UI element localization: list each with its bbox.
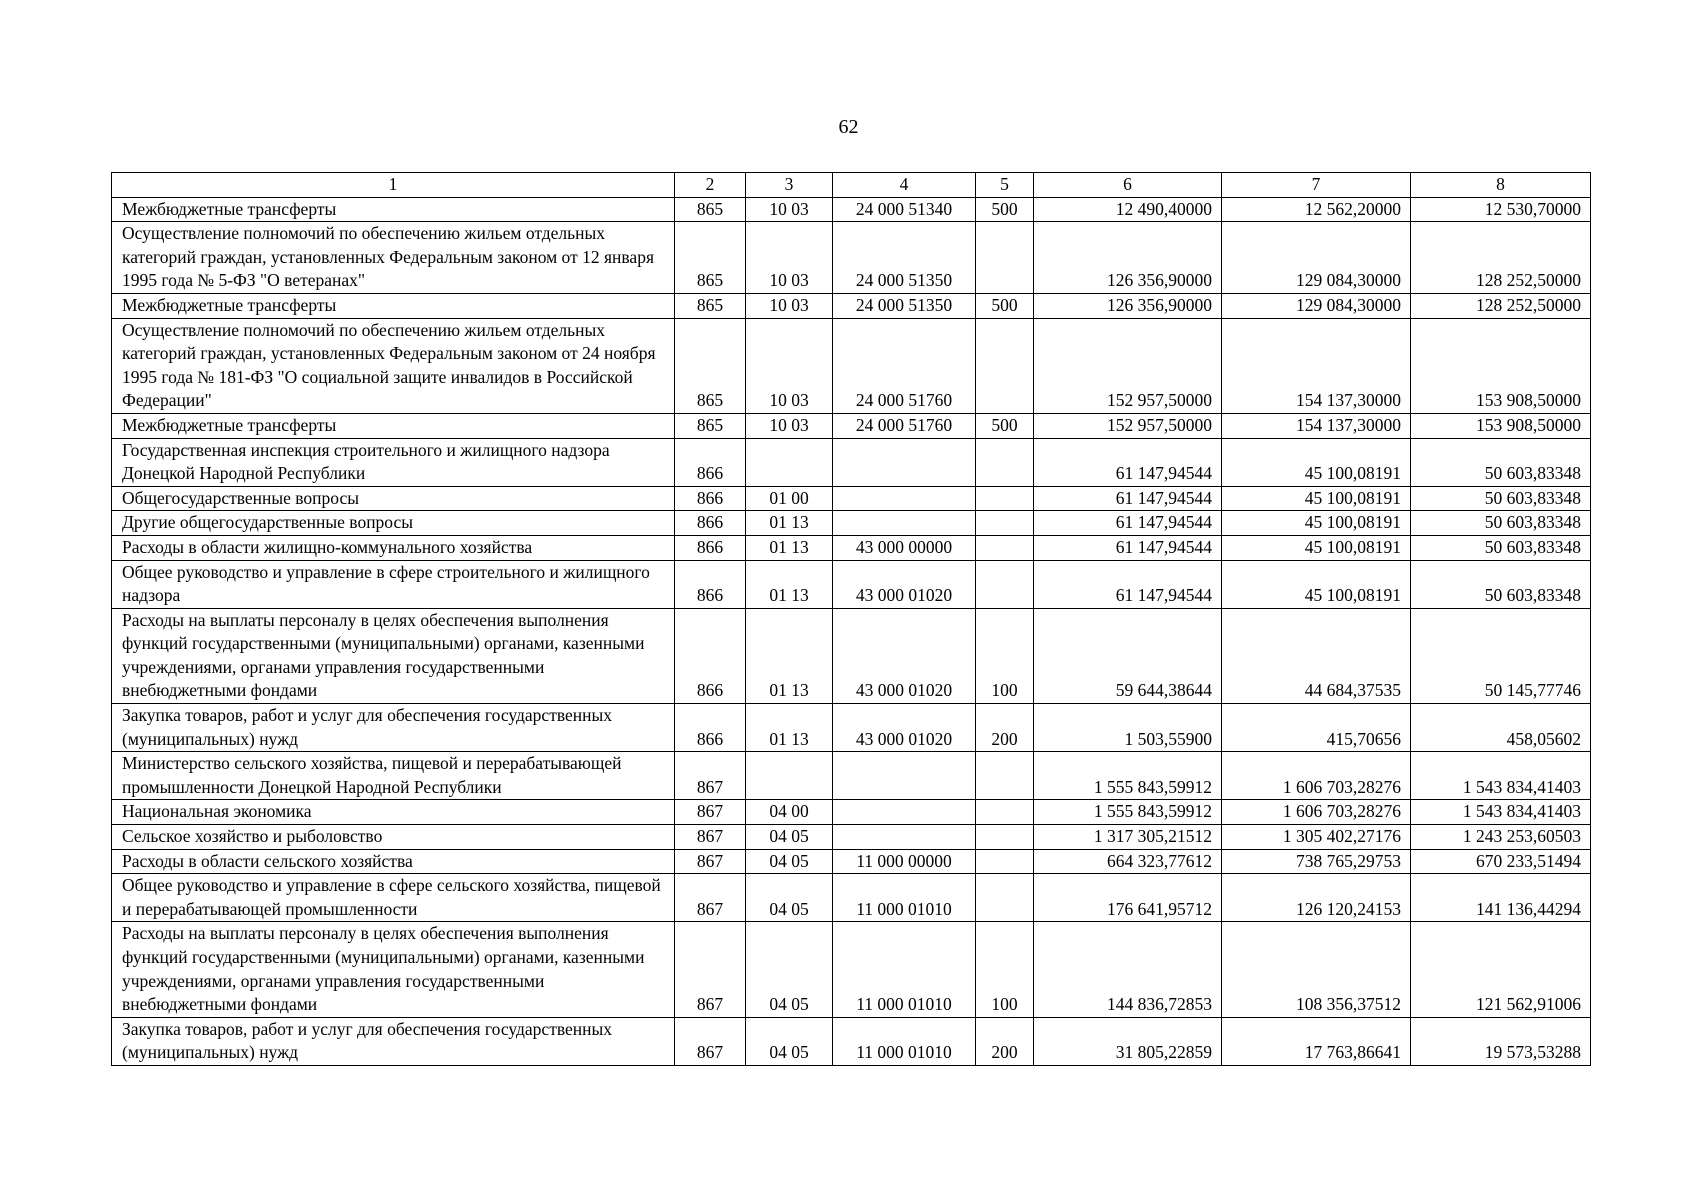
section-code-cell: 01 13 bbox=[746, 511, 833, 536]
department-code-cell: 865 bbox=[675, 318, 746, 413]
target-article-cell: 11 000 01010 bbox=[833, 874, 976, 922]
section-code-cell: 10 03 bbox=[746, 293, 833, 318]
expense-type-cell bbox=[976, 318, 1034, 413]
amount-col6-cell: 61 147,94544 bbox=[1034, 486, 1222, 511]
section-code-cell: 01 00 bbox=[746, 486, 833, 511]
expense-type-cell bbox=[976, 825, 1034, 850]
department-code-cell: 866 bbox=[675, 486, 746, 511]
amount-col7-cell: 154 137,30000 bbox=[1222, 318, 1411, 413]
amount-col6-cell: 61 147,94544 bbox=[1034, 535, 1222, 560]
section-code-cell: 10 03 bbox=[746, 318, 833, 413]
amount-col7-cell: 1 606 703,28276 bbox=[1222, 752, 1411, 800]
section-code-cell: 01 13 bbox=[746, 535, 833, 560]
amount-col8-cell: 141 136,44294 bbox=[1411, 874, 1591, 922]
column-header: 6 bbox=[1034, 173, 1222, 198]
row-name-cell: Межбюджетные трансферты bbox=[112, 293, 675, 318]
department-code-cell: 865 bbox=[675, 222, 746, 294]
amount-col8-cell: 458,05602 bbox=[1411, 704, 1591, 752]
target-article-cell: 11 000 00000 bbox=[833, 849, 976, 874]
amount-col6-cell: 12 490,40000 bbox=[1034, 197, 1222, 222]
row-name-cell: Межбюджетные трансферты bbox=[112, 413, 675, 438]
row-name-cell: Осуществление полномочий по обеспечению жильем отдельных категорий граждан, установленных Федеральным законом от 24 ноября 1995 года № 181-ФЗ "О социальной защите инвалидов в Российской Федерации" bbox=[112, 318, 675, 413]
table-row bbox=[112, 922, 1591, 1017]
section-code-cell: 04 05 bbox=[746, 874, 833, 922]
amount-col7-cell: 45 100,08191 bbox=[1222, 438, 1411, 486]
amount-col6-cell: 61 147,94544 bbox=[1034, 511, 1222, 536]
amount-col6-cell: 1 555 843,59912 bbox=[1034, 800, 1222, 825]
section-code-cell: 01 13 bbox=[746, 560, 833, 608]
section-code-cell: 10 03 bbox=[746, 197, 833, 222]
amount-col8-cell: 50 603,83348 bbox=[1411, 535, 1591, 560]
expense-type-cell: 200 bbox=[976, 704, 1034, 752]
target-article-cell bbox=[833, 511, 976, 536]
row-name-cell: Расходы в области жилищно-коммунального хозяйства bbox=[112, 535, 675, 560]
department-code-cell: 865 bbox=[675, 197, 746, 222]
department-code-cell: 865 bbox=[675, 413, 746, 438]
amount-col8-cell: 50 603,83348 bbox=[1411, 438, 1591, 486]
section-code-cell: 01 13 bbox=[746, 608, 833, 703]
amount-col6-cell: 61 147,94544 bbox=[1034, 560, 1222, 608]
table-row bbox=[112, 1017, 1591, 1065]
table-row bbox=[112, 849, 1591, 874]
table-row bbox=[112, 438, 1591, 486]
table-row bbox=[112, 413, 1591, 438]
expense-type-cell: 200 bbox=[976, 1017, 1034, 1065]
column-header: 5 bbox=[976, 173, 1034, 198]
department-code-cell: 867 bbox=[675, 849, 746, 874]
expense-type-cell: 500 bbox=[976, 197, 1034, 222]
table-row bbox=[112, 560, 1591, 608]
amount-col6-cell: 1 317 305,21512 bbox=[1034, 825, 1222, 850]
column-header: 1 bbox=[112, 173, 675, 198]
table-row bbox=[112, 486, 1591, 511]
amount-col7-cell: 44 684,37535 bbox=[1222, 608, 1411, 703]
target-article-cell bbox=[833, 486, 976, 511]
amount-col7-cell: 126 120,24153 bbox=[1222, 874, 1411, 922]
amount-col6-cell: 1 503,55900 bbox=[1034, 704, 1222, 752]
department-code-cell: 866 bbox=[675, 704, 746, 752]
target-article-cell: 24 000 51760 bbox=[833, 413, 976, 438]
amount-col6-cell: 176 641,95712 bbox=[1034, 874, 1222, 922]
page-number: 62 bbox=[838, 116, 859, 138]
amount-col8-cell: 153 908,50000 bbox=[1411, 413, 1591, 438]
expense-type-cell bbox=[976, 560, 1034, 608]
department-code-cell: 866 bbox=[675, 438, 746, 486]
table-row bbox=[112, 511, 1591, 536]
header-row bbox=[112, 173, 1591, 198]
target-article-cell: 11 000 01010 bbox=[833, 1017, 976, 1065]
expense-type-cell: 500 bbox=[976, 293, 1034, 318]
row-name-cell: Закупка товаров, работ и услуг для обеспечения государственных (муниципальных) нужд bbox=[112, 1017, 675, 1065]
amount-col7-cell: 738 765,29753 bbox=[1222, 849, 1411, 874]
section-code-cell: 04 05 bbox=[746, 825, 833, 850]
section-code-cell: 01 13 bbox=[746, 704, 833, 752]
amount-col8-cell: 50 603,83348 bbox=[1411, 486, 1591, 511]
column-header: 2 bbox=[675, 173, 746, 198]
amount-col8-cell: 50 603,83348 bbox=[1411, 511, 1591, 536]
table-row bbox=[112, 752, 1591, 800]
section-code-cell: 10 03 bbox=[746, 222, 833, 294]
row-name-cell: Сельское хозяйство и рыболовство bbox=[112, 825, 675, 850]
department-code-cell: 867 bbox=[675, 825, 746, 850]
row-name-cell: Национальная экономика bbox=[112, 800, 675, 825]
target-article-cell bbox=[833, 800, 976, 825]
amount-col8-cell: 1 543 834,41403 bbox=[1411, 800, 1591, 825]
expense-type-cell bbox=[976, 849, 1034, 874]
table-row bbox=[112, 874, 1591, 922]
row-name-cell: Закупка товаров, работ и услуг для обеспечения государственных (муниципальных) нужд bbox=[112, 704, 675, 752]
target-article-cell bbox=[833, 438, 976, 486]
department-code-cell: 866 bbox=[675, 608, 746, 703]
section-code-cell: 10 03 bbox=[746, 413, 833, 438]
budget-table bbox=[111, 172, 1591, 1066]
column-header: 8 bbox=[1411, 173, 1591, 198]
table-row bbox=[112, 222, 1591, 294]
amount-col7-cell: 108 356,37512 bbox=[1222, 922, 1411, 1017]
amount-col8-cell: 121 562,91006 bbox=[1411, 922, 1591, 1017]
department-code-cell: 866 bbox=[675, 511, 746, 536]
expense-type-cell bbox=[976, 486, 1034, 511]
table-row bbox=[112, 704, 1591, 752]
expense-type-cell bbox=[976, 800, 1034, 825]
amount-col6-cell: 126 356,90000 bbox=[1034, 293, 1222, 318]
department-code-cell: 867 bbox=[675, 874, 746, 922]
expense-type-cell bbox=[976, 874, 1034, 922]
target-article-cell: 24 000 51340 bbox=[833, 197, 976, 222]
section-code-cell bbox=[746, 752, 833, 800]
row-name-cell: Расходы на выплаты персоналу в целях обеспечения выполнения функций государственными (муниципальными) органами, казенными учреждениями, органами управления государственными внебюджетными фондами bbox=[112, 922, 675, 1017]
amount-col6-cell: 144 836,72853 bbox=[1034, 922, 1222, 1017]
target-article-cell: 43 000 01020 bbox=[833, 608, 976, 703]
amount-col8-cell: 128 252,50000 bbox=[1411, 293, 1591, 318]
amount-col7-cell: 129 084,30000 bbox=[1222, 293, 1411, 318]
department-code-cell: 866 bbox=[675, 535, 746, 560]
expense-type-cell bbox=[976, 752, 1034, 800]
amount-col7-cell: 1 606 703,28276 bbox=[1222, 800, 1411, 825]
table-row bbox=[112, 825, 1591, 850]
target-article-cell: 24 000 51350 bbox=[833, 222, 976, 294]
amount-col7-cell: 45 100,08191 bbox=[1222, 511, 1411, 536]
table-row bbox=[112, 535, 1591, 560]
amount-col8-cell: 19 573,53288 bbox=[1411, 1017, 1591, 1065]
row-name-cell: Расходы в области сельского хозяйства bbox=[112, 849, 675, 874]
amount-col6-cell: 31 805,22859 bbox=[1034, 1017, 1222, 1065]
section-code-cell: 04 00 bbox=[746, 800, 833, 825]
row-name-cell: Расходы на выплаты персоналу в целях обеспечения выполнения функций государственными (муниципальными) органами, казенными учреждениями, органами управления государственными внебюджетными фондами bbox=[112, 608, 675, 703]
amount-col7-cell: 129 084,30000 bbox=[1222, 222, 1411, 294]
table-row bbox=[112, 293, 1591, 318]
target-article-cell: 24 000 51350 bbox=[833, 293, 976, 318]
amount-col8-cell: 50 603,83348 bbox=[1411, 560, 1591, 608]
amount-col7-cell: 154 137,30000 bbox=[1222, 413, 1411, 438]
department-code-cell: 867 bbox=[675, 922, 746, 1017]
amount-col7-cell: 17 763,86641 bbox=[1222, 1017, 1411, 1065]
row-name-cell: Общегосударственные вопросы bbox=[112, 486, 675, 511]
target-article-cell: 43 000 00000 bbox=[833, 535, 976, 560]
amount-col6-cell: 1 555 843,59912 bbox=[1034, 752, 1222, 800]
expense-type-cell bbox=[976, 222, 1034, 294]
amount-col8-cell: 1 243 253,60503 bbox=[1411, 825, 1591, 850]
expense-type-cell bbox=[976, 535, 1034, 560]
amount-col8-cell: 12 530,70000 bbox=[1411, 197, 1591, 222]
amount-col7-cell: 45 100,08191 bbox=[1222, 560, 1411, 608]
amount-col8-cell: 153 908,50000 bbox=[1411, 318, 1591, 413]
department-code-cell: 867 bbox=[675, 752, 746, 800]
table-row bbox=[112, 800, 1591, 825]
target-article-cell bbox=[833, 752, 976, 800]
expense-type-cell bbox=[976, 511, 1034, 536]
department-code-cell: 865 bbox=[675, 293, 746, 318]
table-row bbox=[112, 608, 1591, 703]
table-row bbox=[112, 318, 1591, 413]
amount-col8-cell: 1 543 834,41403 bbox=[1411, 752, 1591, 800]
amount-col7-cell: 45 100,08191 bbox=[1222, 535, 1411, 560]
row-name-cell: Общее руководство и управление в сфере строительного и жилищного надзора bbox=[112, 560, 675, 608]
amount-col7-cell: 415,70656 bbox=[1222, 704, 1411, 752]
table-row bbox=[112, 197, 1591, 222]
row-name-cell: Другие общегосударственные вопросы bbox=[112, 511, 675, 536]
department-code-cell: 867 bbox=[675, 800, 746, 825]
target-article-cell bbox=[833, 825, 976, 850]
amount-col7-cell: 1 305 402,27176 bbox=[1222, 825, 1411, 850]
section-code-cell: 04 05 bbox=[746, 849, 833, 874]
amount-col8-cell: 50 145,77746 bbox=[1411, 608, 1591, 703]
amount-col8-cell: 670 233,51494 bbox=[1411, 849, 1591, 874]
row-name-cell: Общее руководство и управление в сфере сельского хозяйства, пищевой и перерабатывающей промышленности bbox=[112, 874, 675, 922]
amount-col6-cell: 152 957,50000 bbox=[1034, 413, 1222, 438]
expense-type-cell: 100 bbox=[976, 608, 1034, 703]
row-name-cell: Министерство сельского хозяйства, пищевой и перерабатывающей промышленности Донецкой Народной Республики bbox=[112, 752, 675, 800]
expense-type-cell: 100 bbox=[976, 922, 1034, 1017]
target-article-cell: 24 000 51760 bbox=[833, 318, 976, 413]
row-name-cell: Государственная инспекция строительного и жилищного надзора Донецкой Народной Республики bbox=[112, 438, 675, 486]
amount-col6-cell: 59 644,38644 bbox=[1034, 608, 1222, 703]
column-header: 7 bbox=[1222, 173, 1411, 198]
target-article-cell: 43 000 01020 bbox=[833, 704, 976, 752]
amount-col7-cell: 12 562,20000 bbox=[1222, 197, 1411, 222]
target-article-cell: 43 000 01020 bbox=[833, 560, 976, 608]
section-code-cell: 04 05 bbox=[746, 1017, 833, 1065]
amount-col6-cell: 152 957,50000 bbox=[1034, 318, 1222, 413]
amount-col7-cell: 45 100,08191 bbox=[1222, 486, 1411, 511]
section-code-cell bbox=[746, 438, 833, 486]
department-code-cell: 867 bbox=[675, 1017, 746, 1065]
column-header: 3 bbox=[746, 173, 833, 198]
expense-type-cell: 500 bbox=[976, 413, 1034, 438]
row-name-cell: Межбюджетные трансферты bbox=[112, 197, 675, 222]
amount-col8-cell: 128 252,50000 bbox=[1411, 222, 1591, 294]
section-code-cell: 04 05 bbox=[746, 922, 833, 1017]
target-article-cell: 11 000 01010 bbox=[833, 922, 976, 1017]
amount-col6-cell: 61 147,94544 bbox=[1034, 438, 1222, 486]
row-name-cell: Осуществление полномочий по обеспечению жильем отдельных категорий граждан, установленных Федеральным законом от 12 января 1995 года № 5-ФЗ "О ветеранах" bbox=[112, 222, 675, 294]
column-header: 4 bbox=[833, 173, 976, 198]
expense-type-cell bbox=[976, 438, 1034, 486]
amount-col6-cell: 126 356,90000 bbox=[1034, 222, 1222, 294]
department-code-cell: 866 bbox=[675, 560, 746, 608]
amount-col6-cell: 664 323,77612 bbox=[1034, 849, 1222, 874]
